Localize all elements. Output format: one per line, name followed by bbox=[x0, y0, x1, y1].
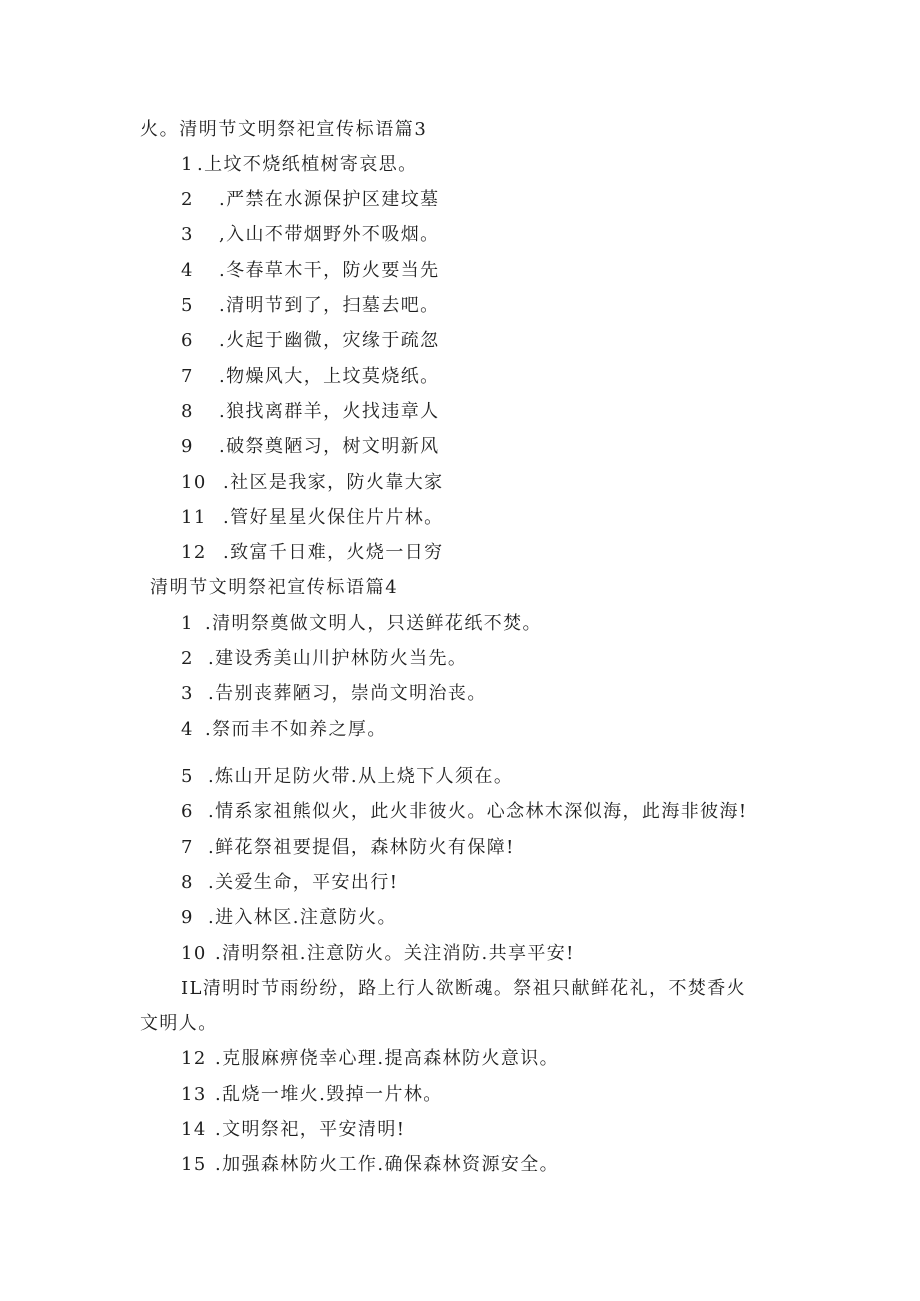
item-text: .致富千日难，火烧一日穷 bbox=[223, 542, 444, 563]
item-number: 8 bbox=[181, 401, 194, 422]
item-number: 1 bbox=[181, 154, 194, 175]
item-text: .冬春草木干，防火要当先 bbox=[219, 260, 440, 281]
list-item bbox=[181, 435, 440, 459]
item-text: .物燥风大，上坟莫烧纸。 bbox=[219, 366, 440, 387]
item-text: .文明祭祀，平安清明! bbox=[215, 1119, 406, 1140]
item-text: ,入山不带烟野外不吸烟。 bbox=[219, 224, 440, 245]
list-item bbox=[181, 682, 487, 706]
item-text: .祭而丰不如养之厚。 bbox=[205, 719, 387, 740]
item-number: 13 bbox=[181, 1084, 207, 1105]
item-number: 2 bbox=[181, 648, 194, 669]
item-text: .鲜花祭祖要提倡，森林防火有保障! bbox=[208, 837, 515, 858]
item-text: .炼山开足防火带.从上烧下人须在。 bbox=[208, 766, 514, 787]
item-number: 11 bbox=[181, 507, 207, 528]
list-item bbox=[181, 541, 444, 565]
item-number: 14 bbox=[181, 1119, 207, 1140]
list-item bbox=[181, 153, 418, 177]
item-number: 1 bbox=[181, 613, 194, 634]
item-text: .清明祭奠做文明人，只送鲜花纸不焚。 bbox=[205, 613, 542, 634]
list-item bbox=[181, 942, 575, 966]
item-number: 9 bbox=[181, 436, 194, 457]
item-text: .情系家祖熊似火，此火非彼火。心念林木深似海，此海非彼海! bbox=[208, 801, 748, 822]
item-number: 12 bbox=[181, 1048, 207, 1069]
list-item bbox=[181, 871, 398, 895]
item-number: 15 bbox=[181, 1154, 207, 1175]
list-item bbox=[181, 188, 440, 212]
list-item bbox=[181, 294, 440, 318]
item-text: .火起于幽微，灾缘于疏忽 bbox=[219, 330, 440, 351]
list-item bbox=[181, 1083, 443, 1107]
list-item bbox=[181, 765, 513, 789]
item-text: .加强森林防火工作.确保森林资源安全。 bbox=[215, 1154, 560, 1175]
item-text: .清明节到了，扫墓去吧。 bbox=[219, 295, 440, 316]
list-item bbox=[181, 1047, 559, 1071]
item-text: .克服麻痹侥幸心理.提高森林防火意识。 bbox=[215, 1048, 560, 1069]
item-number: 3 bbox=[181, 683, 194, 704]
list-item bbox=[181, 259, 440, 283]
list-item bbox=[181, 1153, 559, 1177]
list-item bbox=[181, 471, 444, 495]
list-item bbox=[181, 718, 387, 742]
item-text: .乱烧一堆火.毁掉一片林。 bbox=[215, 1084, 443, 1105]
item-text: .关爱生命，平安出行! bbox=[208, 872, 399, 893]
item-number: 7 bbox=[181, 366, 194, 387]
item-text: .狼找离群羊，火找违章人 bbox=[219, 401, 440, 422]
item-text: .上坟不烧纸植树寄哀思。 bbox=[197, 154, 418, 175]
item-text: .告别丧葬陋习，崇尚文明治丧。 bbox=[208, 683, 487, 704]
list-item bbox=[181, 365, 440, 389]
item-number: 10 bbox=[181, 943, 207, 964]
item-number: 6 bbox=[181, 801, 194, 822]
item-number: 12 bbox=[181, 542, 207, 563]
item-number: 7 bbox=[181, 837, 194, 858]
item-text: .建设秀美山川护林防火当先。 bbox=[208, 648, 468, 669]
list-item bbox=[181, 329, 440, 353]
item-text: .管好星星火保住片片林。 bbox=[223, 507, 444, 528]
item-text: .进入林区.注意防火。 bbox=[208, 907, 397, 928]
item-number: 6 bbox=[181, 330, 194, 351]
list-item bbox=[181, 647, 467, 671]
list-item bbox=[181, 612, 542, 636]
section-4-heading: 清明节文明祭祀宣传标语篇4 bbox=[150, 577, 399, 598]
list-item-11-line-1: IL清明时节雨纷纷，路上行人欲断魂。祭祖只献鲜花礼，不焚香火 bbox=[181, 978, 747, 999]
list-item bbox=[181, 800, 748, 824]
item-text: .严禁在水源保护区建坟墓 bbox=[219, 189, 440, 210]
list-item bbox=[181, 400, 440, 424]
item-number: 3 bbox=[181, 224, 194, 245]
item-number: 4 bbox=[181, 719, 194, 740]
item-number: 8 bbox=[181, 872, 194, 893]
item-text: .社区是我家，防火靠大家 bbox=[223, 472, 444, 493]
item-number: 5 bbox=[181, 766, 194, 787]
list-item-11-line-2: 文明人。 bbox=[140, 1013, 218, 1034]
list-item bbox=[181, 1118, 405, 1142]
list-item bbox=[181, 506, 444, 530]
item-text: .清明祭祖.注意防火。关注消防.共享平安! bbox=[215, 943, 575, 964]
list-item bbox=[181, 223, 440, 247]
list-item bbox=[181, 836, 515, 860]
item-number: 10 bbox=[181, 472, 207, 493]
item-number: 5 bbox=[181, 295, 194, 316]
item-text: .破祭奠陋习，树文明新风 bbox=[219, 436, 440, 457]
item-number: 4 bbox=[181, 260, 194, 281]
list-item bbox=[181, 906, 397, 930]
section-3-heading: 火。清明节文明祭祀宣传标语篇3 bbox=[140, 119, 428, 140]
item-number: 2 bbox=[181, 189, 194, 210]
item-number: 9 bbox=[181, 907, 194, 928]
